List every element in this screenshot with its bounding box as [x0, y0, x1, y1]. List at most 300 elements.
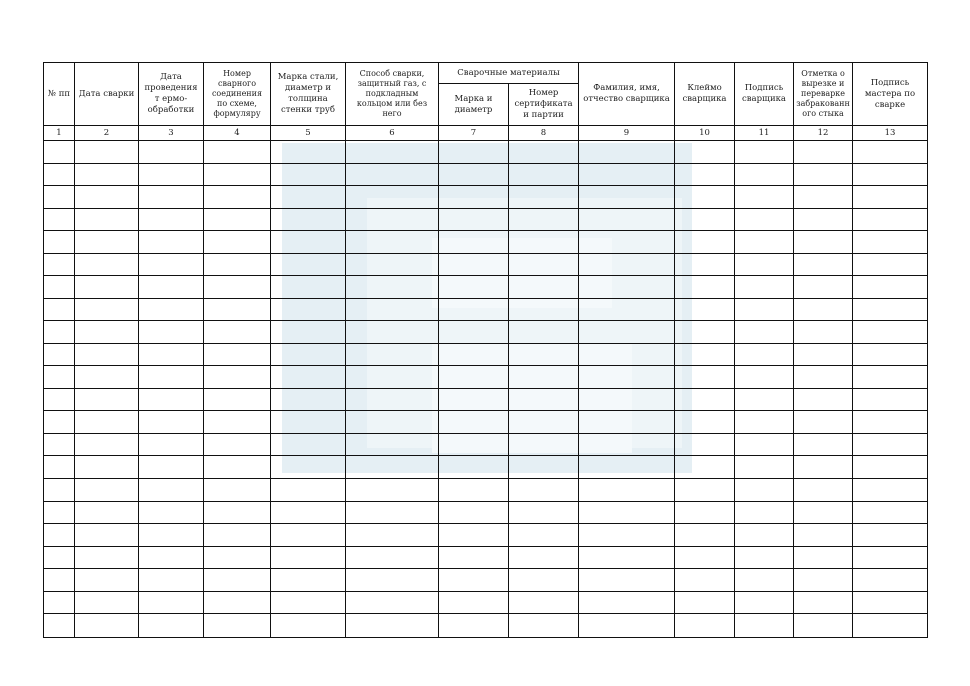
- table-cell[interactable]: [794, 321, 853, 344]
- table-cell[interactable]: [853, 433, 928, 456]
- table-cell[interactable]: [509, 321, 579, 344]
- table-cell[interactable]: [75, 186, 139, 209]
- table-cell[interactable]: [204, 141, 271, 164]
- table-cell[interactable]: [675, 366, 735, 389]
- table-cell[interactable]: [139, 186, 204, 209]
- table-cell[interactable]: [204, 501, 271, 524]
- table-cell[interactable]: [271, 501, 346, 524]
- col-header-welder-signature: Подпись сварщика: [735, 63, 794, 126]
- table-cell[interactable]: [794, 343, 853, 366]
- table-cell[interactable]: [139, 591, 204, 614]
- table-cell[interactable]: [853, 321, 928, 344]
- table-cell[interactable]: [735, 343, 794, 366]
- table-cell[interactable]: [853, 546, 928, 569]
- table-cell[interactable]: [853, 253, 928, 276]
- table-cell[interactable]: [794, 231, 853, 254]
- table-cell[interactable]: [204, 433, 271, 456]
- table-cell[interactable]: [139, 388, 204, 411]
- table-cell[interactable]: [204, 343, 271, 366]
- table-cell[interactable]: [675, 298, 735, 321]
- table-cell[interactable]: [794, 276, 853, 299]
- table-cell[interactable]: [75, 298, 139, 321]
- table-cell[interactable]: [204, 478, 271, 501]
- table-cell[interactable]: [204, 524, 271, 547]
- table-cell[interactable]: [675, 208, 735, 231]
- table-cell[interactable]: [44, 433, 75, 456]
- table-cell[interactable]: [139, 433, 204, 456]
- table-cell[interactable]: [735, 614, 794, 638]
- table-cell[interactable]: [75, 141, 139, 164]
- table-cell[interactable]: [204, 208, 271, 231]
- table-cell[interactable]: [44, 478, 75, 501]
- table-cell[interactable]: [794, 411, 853, 434]
- table-cell[interactable]: [735, 433, 794, 456]
- table-cell[interactable]: [346, 524, 439, 547]
- table-cell[interactable]: [735, 478, 794, 501]
- table-cell[interactable]: [44, 614, 75, 638]
- table-cell[interactable]: [75, 501, 139, 524]
- table-cell[interactable]: [439, 343, 509, 366]
- table-cell[interactable]: [794, 478, 853, 501]
- table-cell[interactable]: [271, 186, 346, 209]
- table-cell[interactable]: [44, 411, 75, 434]
- table-cell[interactable]: [794, 141, 853, 164]
- table-cell[interactable]: [204, 321, 271, 344]
- table-cell[interactable]: [44, 298, 75, 321]
- table-cell[interactable]: [271, 433, 346, 456]
- table-cell[interactable]: [735, 546, 794, 569]
- table-cell[interactable]: [579, 591, 675, 614]
- table-cell[interactable]: [204, 366, 271, 389]
- table-cell[interactable]: [44, 141, 75, 164]
- table-cell[interactable]: [509, 276, 579, 299]
- table-cell[interactable]: [271, 231, 346, 254]
- table-cell[interactable]: [271, 614, 346, 638]
- table-cell[interactable]: [44, 276, 75, 299]
- table-cell[interactable]: [44, 388, 75, 411]
- table-cell[interactable]: [794, 591, 853, 614]
- table-cell[interactable]: [509, 433, 579, 456]
- table-cell[interactable]: [735, 298, 794, 321]
- col-header-heat-treatment-date: Дата проведения т ермо-обработки: [139, 63, 204, 126]
- table-cell[interactable]: [75, 388, 139, 411]
- table-cell[interactable]: [735, 366, 794, 389]
- table-cell[interactable]: [509, 186, 579, 209]
- table-cell[interactable]: [675, 163, 735, 186]
- table-cell[interactable]: [44, 321, 75, 344]
- table-cell[interactable]: [853, 456, 928, 479]
- col-header-welder-name: Фамилия, имя, отчество сварщика: [579, 63, 675, 126]
- table-cell[interactable]: [794, 501, 853, 524]
- table-cell[interactable]: [735, 208, 794, 231]
- table-cell[interactable]: [271, 546, 346, 569]
- table-cell[interactable]: [271, 569, 346, 592]
- table-cell[interactable]: [139, 411, 204, 434]
- table-cell[interactable]: [44, 591, 75, 614]
- table-cell[interactable]: [439, 298, 509, 321]
- table-cell[interactable]: [346, 411, 439, 434]
- table-cell[interactable]: [853, 186, 928, 209]
- table-cell[interactable]: [579, 231, 675, 254]
- table-cell[interactable]: [139, 231, 204, 254]
- table-row: [44, 591, 928, 614]
- table-cell[interactable]: [139, 298, 204, 321]
- table-cell[interactable]: [346, 366, 439, 389]
- table-cell[interactable]: [853, 366, 928, 389]
- table-cell[interactable]: [44, 546, 75, 569]
- table-cell[interactable]: [439, 321, 509, 344]
- table-cell[interactable]: [735, 456, 794, 479]
- table-cell[interactable]: [204, 546, 271, 569]
- table-cell[interactable]: [75, 231, 139, 254]
- table-cell[interactable]: [579, 276, 675, 299]
- table-cell[interactable]: [675, 614, 735, 638]
- table-cell[interactable]: [675, 141, 735, 164]
- table-cell[interactable]: [675, 591, 735, 614]
- table-cell[interactable]: [735, 591, 794, 614]
- table-cell[interactable]: [675, 343, 735, 366]
- table-cell[interactable]: [204, 591, 271, 614]
- table-cell[interactable]: [735, 141, 794, 164]
- table-cell[interactable]: [346, 343, 439, 366]
- table-cell[interactable]: [204, 276, 271, 299]
- table-cell[interactable]: [75, 253, 139, 276]
- table-cell[interactable]: [579, 321, 675, 344]
- table-cell[interactable]: [794, 186, 853, 209]
- table-cell[interactable]: [139, 524, 204, 547]
- table-cell[interactable]: [139, 321, 204, 344]
- table-row: [44, 321, 928, 344]
- table-cell[interactable]: [579, 411, 675, 434]
- table-cell[interactable]: [44, 501, 75, 524]
- table-cell[interactable]: [139, 276, 204, 299]
- table-cell[interactable]: [346, 208, 439, 231]
- table-cell[interactable]: [579, 208, 675, 231]
- table-cell[interactable]: [853, 388, 928, 411]
- table-cell[interactable]: [853, 298, 928, 321]
- table-cell[interactable]: [346, 388, 439, 411]
- table-cell[interactable]: [346, 591, 439, 614]
- table-cell[interactable]: [271, 478, 346, 501]
- table-cell[interactable]: [735, 524, 794, 547]
- table-cell[interactable]: [271, 343, 346, 366]
- table-cell[interactable]: [794, 546, 853, 569]
- table-cell[interactable]: [75, 524, 139, 547]
- table-cell[interactable]: [853, 163, 928, 186]
- table-cell[interactable]: [439, 186, 509, 209]
- table-cell[interactable]: [675, 433, 735, 456]
- table-cell[interactable]: [579, 298, 675, 321]
- table-cell[interactable]: [509, 524, 579, 547]
- table-cell[interactable]: [139, 569, 204, 592]
- table-cell[interactable]: [675, 524, 735, 547]
- table-cell[interactable]: [675, 321, 735, 344]
- table-cell[interactable]: [139, 343, 204, 366]
- table-cell[interactable]: [735, 253, 794, 276]
- table-cell[interactable]: [439, 478, 509, 501]
- table-cell[interactable]: [735, 411, 794, 434]
- table-cell[interactable]: [44, 186, 75, 209]
- table-cell[interactable]: [346, 231, 439, 254]
- table-cell[interactable]: [204, 411, 271, 434]
- table-cell[interactable]: [346, 163, 439, 186]
- table-cell[interactable]: [75, 366, 139, 389]
- table-cell[interactable]: [853, 343, 928, 366]
- table-cell[interactable]: [439, 208, 509, 231]
- table-cell[interactable]: [579, 366, 675, 389]
- table-cell[interactable]: [579, 614, 675, 638]
- table-cell[interactable]: [346, 569, 439, 592]
- table-cell[interactable]: [439, 253, 509, 276]
- table-cell[interactable]: [579, 186, 675, 209]
- table-cell[interactable]: [675, 186, 735, 209]
- table-cell[interactable]: [271, 591, 346, 614]
- table-cell[interactable]: [75, 478, 139, 501]
- table-cell[interactable]: [346, 141, 439, 164]
- table-cell[interactable]: [44, 231, 75, 254]
- table-cell[interactable]: [853, 276, 928, 299]
- table-cell[interactable]: [139, 501, 204, 524]
- table-cell[interactable]: [44, 569, 75, 592]
- table-cell[interactable]: [509, 501, 579, 524]
- table-cell[interactable]: [675, 388, 735, 411]
- table-cell[interactable]: [439, 456, 509, 479]
- table-cell[interactable]: [675, 456, 735, 479]
- table-cell[interactable]: [271, 388, 346, 411]
- table-cell[interactable]: [346, 614, 439, 638]
- table-cell[interactable]: [204, 569, 271, 592]
- column-number: 12: [794, 126, 853, 141]
- table-cell[interactable]: [271, 276, 346, 299]
- table-cell[interactable]: [675, 253, 735, 276]
- table-cell[interactable]: [439, 591, 509, 614]
- table-cell[interactable]: [509, 208, 579, 231]
- table-cell[interactable]: [439, 141, 509, 164]
- table-cell[interactable]: [675, 501, 735, 524]
- table-cell[interactable]: [439, 388, 509, 411]
- table-cell[interactable]: [439, 546, 509, 569]
- table-cell[interactable]: [139, 456, 204, 479]
- table-cell[interactable]: [794, 163, 853, 186]
- table-cell[interactable]: [75, 456, 139, 479]
- column-number: 13: [853, 126, 928, 141]
- table-cell[interactable]: [853, 614, 928, 638]
- table-cell[interactable]: [509, 231, 579, 254]
- table-cell[interactable]: [44, 366, 75, 389]
- table-cell[interactable]: [579, 524, 675, 547]
- table-cell[interactable]: [509, 298, 579, 321]
- table-cell[interactable]: [675, 546, 735, 569]
- table-cell[interactable]: [204, 231, 271, 254]
- table-cell[interactable]: [579, 388, 675, 411]
- table-cell[interactable]: [44, 208, 75, 231]
- table-cell[interactable]: [439, 366, 509, 389]
- table-cell[interactable]: [204, 253, 271, 276]
- table-cell[interactable]: [439, 163, 509, 186]
- table-cell[interactable]: [139, 478, 204, 501]
- table-cell[interactable]: [579, 253, 675, 276]
- table-cell[interactable]: [579, 501, 675, 524]
- table-cell[interactable]: [204, 456, 271, 479]
- table-cell[interactable]: [509, 388, 579, 411]
- table-cell[interactable]: [509, 456, 579, 479]
- table-cell[interactable]: [139, 253, 204, 276]
- table-cell[interactable]: [75, 411, 139, 434]
- table-cell[interactable]: [346, 276, 439, 299]
- table-cell[interactable]: [853, 208, 928, 231]
- table-cell[interactable]: [271, 456, 346, 479]
- table-cell[interactable]: [271, 411, 346, 434]
- column-number: 8: [509, 126, 579, 141]
- table-cell[interactable]: [735, 276, 794, 299]
- table-cell[interactable]: [794, 569, 853, 592]
- table-row: [44, 163, 928, 186]
- table-cell[interactable]: [794, 614, 853, 638]
- table-cell[interactable]: [439, 231, 509, 254]
- table-cell[interactable]: [346, 433, 439, 456]
- table-cell[interactable]: [204, 163, 271, 186]
- table-cell[interactable]: [75, 276, 139, 299]
- table-cell[interactable]: [579, 343, 675, 366]
- table-cell[interactable]: [75, 321, 139, 344]
- table-cell[interactable]: [579, 163, 675, 186]
- table-cell[interactable]: [735, 186, 794, 209]
- table-cell[interactable]: [735, 321, 794, 344]
- column-number: 11: [735, 126, 794, 141]
- table-cell[interactable]: [139, 163, 204, 186]
- table-cell[interactable]: [735, 388, 794, 411]
- table-cell[interactable]: [794, 433, 853, 456]
- table-cell[interactable]: [579, 478, 675, 501]
- table-cell[interactable]: [579, 433, 675, 456]
- table-cell[interactable]: [794, 253, 853, 276]
- table-cell[interactable]: [509, 614, 579, 638]
- table-cell[interactable]: [271, 524, 346, 547]
- table-cell[interactable]: [44, 456, 75, 479]
- table-cell[interactable]: [271, 253, 346, 276]
- table-cell[interactable]: [509, 411, 579, 434]
- table-cell[interactable]: [579, 456, 675, 479]
- table-cell[interactable]: [271, 141, 346, 164]
- table-cell[interactable]: [439, 276, 509, 299]
- table-cell[interactable]: [853, 501, 928, 524]
- table-cell[interactable]: [44, 343, 75, 366]
- table-cell[interactable]: [139, 546, 204, 569]
- table-cell[interactable]: [346, 456, 439, 479]
- table-cell[interactable]: [509, 478, 579, 501]
- table-cell[interactable]: [675, 231, 735, 254]
- table-cell[interactable]: [579, 569, 675, 592]
- table-body: [44, 141, 928, 638]
- table-cell[interactable]: [794, 456, 853, 479]
- table-cell[interactable]: [346, 501, 439, 524]
- table-cell[interactable]: [853, 141, 928, 164]
- table-cell[interactable]: [735, 501, 794, 524]
- table-cell[interactable]: [794, 366, 853, 389]
- table-cell[interactable]: [675, 276, 735, 299]
- table-cell[interactable]: [853, 478, 928, 501]
- table-cell[interactable]: [75, 343, 139, 366]
- table-cell[interactable]: [853, 591, 928, 614]
- table-cell[interactable]: [139, 366, 204, 389]
- table-cell[interactable]: [346, 253, 439, 276]
- table-cell[interactable]: [204, 388, 271, 411]
- table-cell[interactable]: [439, 501, 509, 524]
- table-cell[interactable]: [271, 163, 346, 186]
- table-cell[interactable]: [44, 163, 75, 186]
- table-cell[interactable]: [509, 546, 579, 569]
- table-cell[interactable]: [735, 569, 794, 592]
- table-cell[interactable]: [44, 253, 75, 276]
- table-cell[interactable]: [75, 433, 139, 456]
- table-cell[interactable]: [794, 298, 853, 321]
- table-cell[interactable]: [509, 366, 579, 389]
- table-cell[interactable]: [439, 614, 509, 638]
- table-cell[interactable]: [139, 614, 204, 638]
- table-cell[interactable]: [853, 569, 928, 592]
- table-cell[interactable]: [794, 208, 853, 231]
- table-cell[interactable]: [44, 524, 75, 547]
- table-cell[interactable]: [579, 141, 675, 164]
- table-cell[interactable]: [271, 366, 346, 389]
- table-cell[interactable]: [346, 186, 439, 209]
- table-cell[interactable]: [794, 524, 853, 547]
- table-cell[interactable]: [346, 298, 439, 321]
- table-cell[interactable]: [204, 298, 271, 321]
- table-cell[interactable]: [75, 591, 139, 614]
- table-cell[interactable]: [75, 569, 139, 592]
- table-cell[interactable]: [794, 388, 853, 411]
- table-cell[interactable]: [346, 546, 439, 569]
- table-cell[interactable]: [735, 163, 794, 186]
- table-cell[interactable]: [439, 411, 509, 434]
- table-cell[interactable]: [853, 231, 928, 254]
- table-cell[interactable]: [853, 411, 928, 434]
- table-cell[interactable]: [271, 321, 346, 344]
- table-cell[interactable]: [346, 321, 439, 344]
- table-cell[interactable]: [271, 208, 346, 231]
- table-row: [44, 388, 928, 411]
- table-cell[interactable]: [271, 298, 346, 321]
- table-cell[interactable]: [509, 343, 579, 366]
- table-cell[interactable]: [675, 478, 735, 501]
- table-cell[interactable]: [853, 524, 928, 547]
- table-cell[interactable]: [75, 163, 139, 186]
- table-cell[interactable]: [675, 569, 735, 592]
- table-cell[interactable]: [509, 253, 579, 276]
- table-cell[interactable]: [675, 411, 735, 434]
- table-cell[interactable]: [509, 569, 579, 592]
- table-row: [44, 478, 928, 501]
- table-cell[interactable]: [204, 186, 271, 209]
- table-cell[interactable]: [139, 208, 204, 231]
- table-cell[interactable]: [75, 208, 139, 231]
- table-cell[interactable]: [75, 614, 139, 638]
- table-cell[interactable]: [75, 546, 139, 569]
- table-cell[interactable]: [735, 231, 794, 254]
- table-cell[interactable]: [439, 524, 509, 547]
- table-cell[interactable]: [204, 614, 271, 638]
- table-cell[interactable]: [509, 591, 579, 614]
- table-cell[interactable]: [139, 141, 204, 164]
- table-cell[interactable]: [579, 546, 675, 569]
- table-cell[interactable]: [509, 141, 579, 164]
- table-cell[interactable]: [439, 569, 509, 592]
- table-cell[interactable]: [346, 478, 439, 501]
- col-header-welder-stamp: Клеймо сварщика: [675, 63, 735, 126]
- table-cell[interactable]: [509, 163, 579, 186]
- table-cell[interactable]: [439, 433, 509, 456]
